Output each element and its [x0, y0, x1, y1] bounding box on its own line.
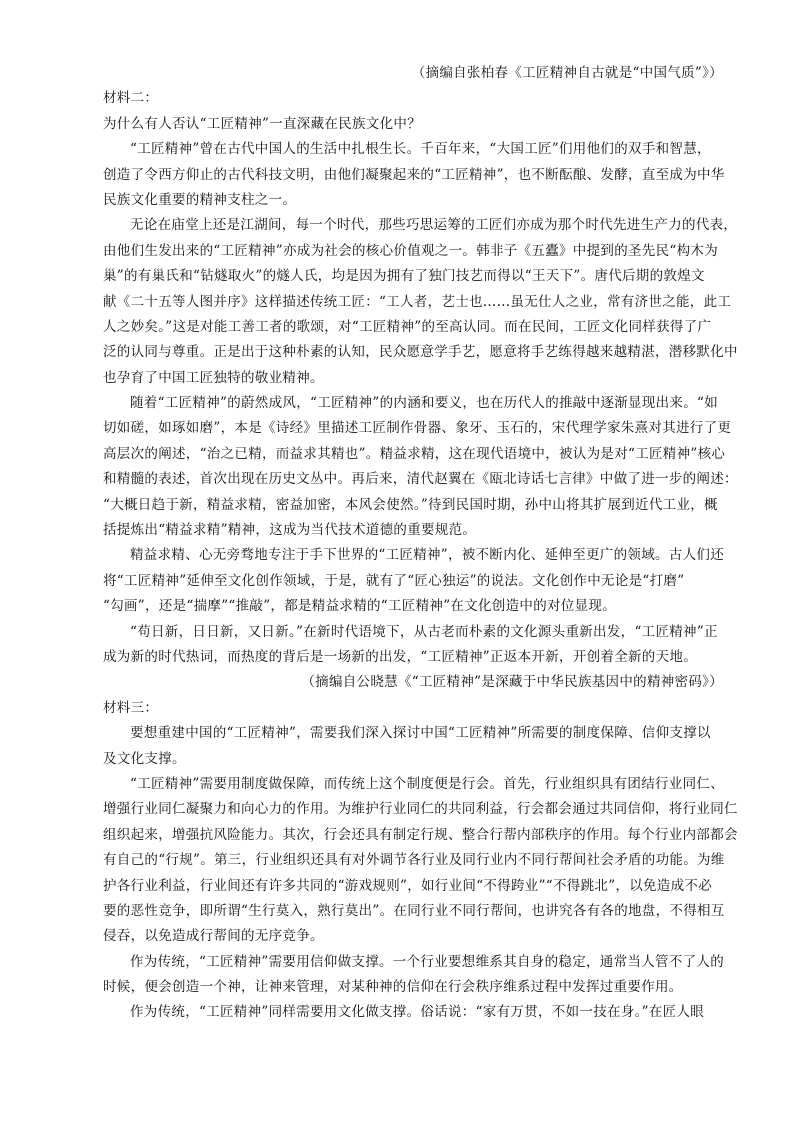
material-3-label: 材料三：	[103, 699, 159, 716]
text-line: 要的恶性竞争，即所谓“生行莫入，熟行莫出”。在同行业不同行帮间，也讲究各有各的地盘，不得相互	[103, 902, 725, 919]
text-line: 侵吞，以免造成行帮间的无序竞争。	[103, 928, 324, 945]
material-2-paragraph-3	[103, 391, 738, 543]
material-3-paragraph-4	[103, 1000, 723, 1025]
text-line: 精益求精、心无旁骛地专注于手下世界的“工匠精神”，被不断内化、延伸至更广的领域。古人们还	[130, 547, 725, 564]
material-3-paragraph-2	[103, 772, 738, 950]
text-line: 及文化支撑。	[103, 750, 186, 767]
text-line: 将“工匠精神”延伸至文化创作领域，于是，就有了“匠心独运”的说法。文化创作中无论是“打磨”	[103, 572, 685, 589]
text-line: 有自己的“行规”。第三，行业组织还具有对外调节各行业及同行业内不同行帮间社会矛盾的功能。为维	[103, 852, 725, 869]
text-line: 人之妙矣。”这是对能工善工者的歌颂，对“工匠精神”的至高认同。而在民间，工匠文化同样获得了广	[103, 318, 712, 335]
text-line: “勾画”，还是“揣摩”“推敲”，都是精益求精的“工匠精神”在文化创造中的对位显现。	[103, 598, 617, 615]
text-line: “苟日新，日日新，又日新。”在新时代语境下，从古老而朴素的文化源头重新出发，“工匠精神”正	[130, 623, 718, 640]
text-line: “大概日趋于新，精益求精，密益加密，本风会使然。”待到民国时期，孙中山将其扩展到近代工业，概	[103, 496, 718, 513]
material-2-paragraph-2	[103, 213, 738, 391]
text-line: 护各行业利益，行业间还有许多共同的“游戏规则”，如行业间“不得跨业”“不得跳北”，以免造成不必	[103, 877, 713, 894]
source-citation-1: （摘编自张柏春《工匠精神自古就是“中国气质”》）	[411, 65, 723, 81]
text-line: 作为传统，“工匠精神”同样需要用文化做支撑。俗话说：“家有万贯，不如一技在身。”在匠人眼	[130, 1004, 705, 1021]
material-2-question: 为什么有人否认“工匠精神”一直深藏在民族文化中？	[103, 115, 422, 132]
material-2-paragraph-1	[103, 137, 723, 213]
material-3-paragraph-3	[103, 950, 723, 1001]
text-line: 创造了令西方仰止的古代科技文明，由他们凝聚起来的“工匠精神”，也不断酝酿、发酵，直至成为中华	[103, 166, 725, 183]
material-2-label: 材料二：	[103, 90, 159, 107]
text-line: 由他们生发出来的“工匠精神”亦成为社会的核心价值观之一。韩非子《五蠹》中提到的圣先民“构木为	[103, 242, 719, 259]
text-line: 民族文化重要的精神支柱之一。	[103, 191, 297, 208]
text-line: 也孕育了中国工匠独特的敬业精神。	[103, 369, 324, 386]
text-line: 括提炼出“精益求精”精神，这成为当代技术道德的重要规范。	[103, 522, 477, 539]
text-line: 随着“工匠精神”的蔚然成风，“工匠精神”的内涵和要义，也在历代人的推敲中逐渐显现出来。“如	[130, 395, 719, 412]
text-line: 作为传统，“工匠精神”需要用信仰做支撑。一个行业要想维系其自身的稳定，通常当人管不了人的	[130, 953, 725, 970]
document-body	[103, 61, 738, 1026]
text-line: 切如磋，如琢如磨”，本是《诗经》里描述工匠制作骨器、象牙、玉石的，宋代理学家朱熹对其进行了更	[103, 420, 732, 437]
text-line: 时候，便会创造一个神，让神来管理，对某种神的信仰在行会秩序维系过程中发挥过重要作用。	[103, 979, 683, 996]
material-2-paragraph-4	[103, 543, 723, 619]
material-2-paragraph-5	[103, 620, 723, 671]
text-line: 要想重建中国的“工匠精神”，需要我们深入探讨中国“工匠精神”所需要的制度保障、信仰支撑以	[130, 725, 711, 742]
text-line: 献《二十五等人图并序》这样描述传统工匠：“工人者，艺士也……虽无仕人之业，常有济世之能，此工	[103, 293, 732, 310]
text-line: 无论在庙堂上还是江湖间，每一个时代，那些巧思运筹的工匠们亦成为那个时代先进生产力的代表，	[130, 217, 738, 234]
text-line: 高层次的阐述，“治之已精，而益求其精也”。精益求精，这在现代语境中，被认为是对“工匠精神”核心	[103, 445, 726, 462]
text-line: 和精髓的表述，首次出现在历史文丛中。再后来，清代赵翼在《瓯北诗话七言律》中做了进一步的阐述：	[103, 471, 738, 488]
text-line: 增强行业同仁凝聚力和向心力的作用。为维护行业同仁的共同利益，行会都会通过共同信仰，将行业同仁	[103, 801, 738, 818]
text-line: 成为新的时代热词，而热度的背后是一场新的出发，“工匠精神”正返本开新，开创着全新的天地。	[103, 648, 698, 665]
material-3-paragraph-1	[103, 721, 723, 772]
source-citation-2: （摘编自公晓慧《“工匠精神”是深藏于中华民族基因中的精神密码》）	[301, 674, 723, 691]
text-line: 巢”的有巢氏和“钻燧取火”的燧人氏，均是因为拥有了独门技艺而得以“王天下”。唐代后期的敦煌文	[103, 268, 705, 285]
text-line: 组织起来，增强抗风险能力。其次，行会还具有制定行规、整合行帮内部秩序的作用。每个行业内部都会	[103, 826, 738, 843]
text-line: “工匠精神”需要用制度做保障，而传统上这个制度便是行会。首先，行业组织具有团结行业同仁、	[130, 775, 725, 792]
text-line: 泛的认同与尊重。正是出于这种朴素的认知，民众愿意学手艺，愿意将手艺练得越来越精湛，潜移默化中	[103, 344, 738, 361]
text-line: “工匠精神”曾在古代中国人的生活中扎根生长。千百年来，“大国工匠”们用他们的双手和智慧，	[130, 141, 711, 158]
